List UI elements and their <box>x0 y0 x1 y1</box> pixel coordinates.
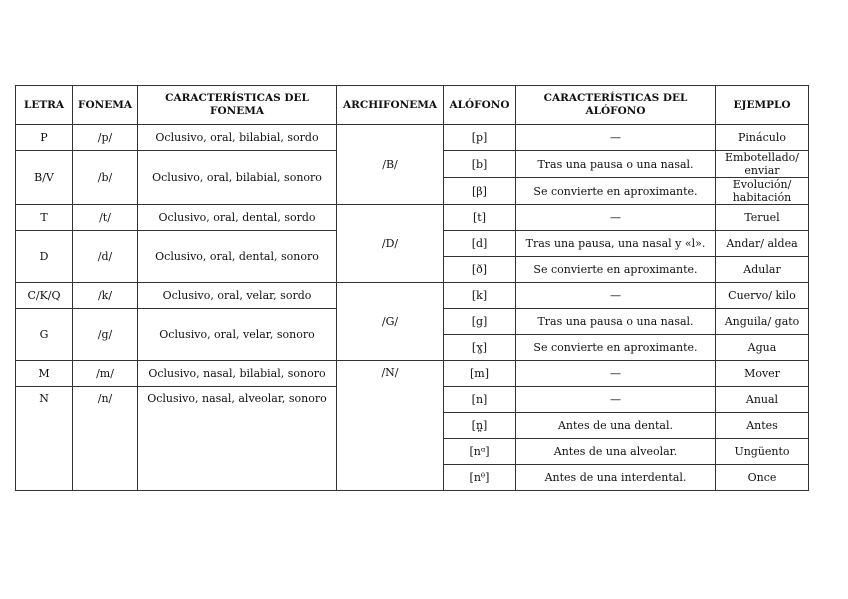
alofono-cell: [n̪] <box>444 413 516 439</box>
alofono-cell: [nᶿ] <box>444 465 516 491</box>
alofono-features-cell: — <box>516 387 716 413</box>
alofono-features-cell: Antes de una alveolar. <box>516 439 716 465</box>
alofono-features-cell: — <box>516 361 716 387</box>
fonema-cell: /t/ <box>73 205 138 231</box>
alofono-cell: [nᵅ] <box>444 439 516 465</box>
letra-cell: T <box>16 205 73 231</box>
letra-cell: M <box>16 361 73 387</box>
ejemplo-cell: Teruel <box>716 205 809 231</box>
ejemplo-cell: Mover <box>716 361 809 387</box>
archifonema-cell: /B/ <box>337 125 444 205</box>
header-cell: EJEMPLO <box>716 86 809 125</box>
fonema-features-cell: Oclusivo, nasal, alveolar, sonoro <box>138 387 337 491</box>
fonema-features-cell: Oclusivo, oral, velar, sonoro <box>138 309 337 361</box>
alofono-features-cell: Se convierte en aproximante. <box>516 335 716 361</box>
table-row <box>16 205 809 231</box>
header-cell: CARACTERÍSTICAS DEL ALÓFONO <box>516 86 716 125</box>
header-cell: ARCHIFONEMA <box>337 86 444 125</box>
alofono-features-cell: Se convierte en aproximante. <box>516 257 716 283</box>
letra-cell: D <box>16 231 73 283</box>
header-cell: FONEMA <box>73 86 138 125</box>
fonema-cell: /n/ <box>73 387 138 491</box>
alofono-cell: [ɣ] <box>444 335 516 361</box>
alofono-features-cell: Tras una pausa o una nasal. <box>516 151 716 178</box>
fonema-features-cell: Oclusivo, oral, dental, sordo <box>138 205 337 231</box>
alofono-cell: [t] <box>444 205 516 231</box>
alofono-cell: [k] <box>444 283 516 309</box>
ejemplo-cell: Antes <box>716 413 809 439</box>
table-row <box>16 125 809 151</box>
alofono-cell: [n] <box>444 387 516 413</box>
fonema-features-cell: Oclusivo, oral, dental, sonoro <box>138 231 337 283</box>
alofono-cell: [b] <box>444 151 516 178</box>
archifonema-cell: /N/ <box>337 361 444 491</box>
alofono-features-cell: — <box>516 283 716 309</box>
table-row <box>16 283 809 309</box>
letra-cell: N <box>16 387 73 491</box>
alofono-cell: [ð] <box>444 257 516 283</box>
ejemplo-cell: Embotellado/ enviar <box>716 151 809 178</box>
ejemplo-cell: Anguila/ gato <box>716 309 809 335</box>
fonema-features-cell: Oclusivo, oral, bilabial, sordo <box>138 125 337 151</box>
fonema-cell: /m/ <box>73 361 138 387</box>
letra-cell: C/K/Q <box>16 283 73 309</box>
alofono-features-cell: Antes de una interdental. <box>516 465 716 491</box>
alofono-features-cell: Antes de una dental. <box>516 413 716 439</box>
letra-cell: G <box>16 309 73 361</box>
fonema-cell: /b/ <box>73 151 138 205</box>
phoneme-table <box>15 85 809 491</box>
ejemplo-cell: Adular <box>716 257 809 283</box>
table-row <box>16 361 809 387</box>
fonema-features-cell: Oclusivo, oral, velar, sordo <box>138 283 337 309</box>
fonema-cell: /g/ <box>73 309 138 361</box>
fonema-cell: /k/ <box>73 283 138 309</box>
alofono-features-cell: — <box>516 205 716 231</box>
fonema-features-cell: Oclusivo, oral, bilabial, sonoro <box>138 151 337 205</box>
ejemplo-cell: Cuervo/ kilo <box>716 283 809 309</box>
ejemplo-cell: Ungüento <box>716 439 809 465</box>
ejemplo-cell: Agua <box>716 335 809 361</box>
fonema-cell: /d/ <box>73 231 138 283</box>
alofono-features-cell: — <box>516 125 716 151</box>
alofono-cell: [β] <box>444 178 516 205</box>
archifonema-cell: /G/ <box>337 283 444 361</box>
alofono-features-cell: Tras una pausa, una nasal y «l». <box>516 231 716 257</box>
alofono-cell: [p] <box>444 125 516 151</box>
header-cell: LETRA <box>16 86 73 125</box>
fonema-features-cell: Oclusivo, nasal, bilabial, sonoro <box>138 361 337 387</box>
ejemplo-cell: Evolución/ habitación <box>716 178 809 205</box>
alofono-cell: [m] <box>444 361 516 387</box>
alofono-features-cell: Se convierte en aproximante. <box>516 178 716 205</box>
letra-cell: B/V <box>16 151 73 205</box>
archifonema-cell: /D/ <box>337 205 444 283</box>
alofono-cell: [d] <box>444 231 516 257</box>
header-cell: CARACTERÍSTICAS DEL FONEMA <box>138 86 337 125</box>
ejemplo-cell: Pináculo <box>716 125 809 151</box>
ejemplo-cell: Anual <box>716 387 809 413</box>
alofono-features-cell: Tras una pausa o una nasal. <box>516 309 716 335</box>
header-row <box>16 86 809 125</box>
letra-cell: P <box>16 125 73 151</box>
ejemplo-cell: Once <box>716 465 809 491</box>
header-cell: ALÓFONO <box>444 86 516 125</box>
alofono-cell: [g] <box>444 309 516 335</box>
fonema-cell: /p/ <box>73 125 138 151</box>
ejemplo-cell: Andar/ aldea <box>716 231 809 257</box>
